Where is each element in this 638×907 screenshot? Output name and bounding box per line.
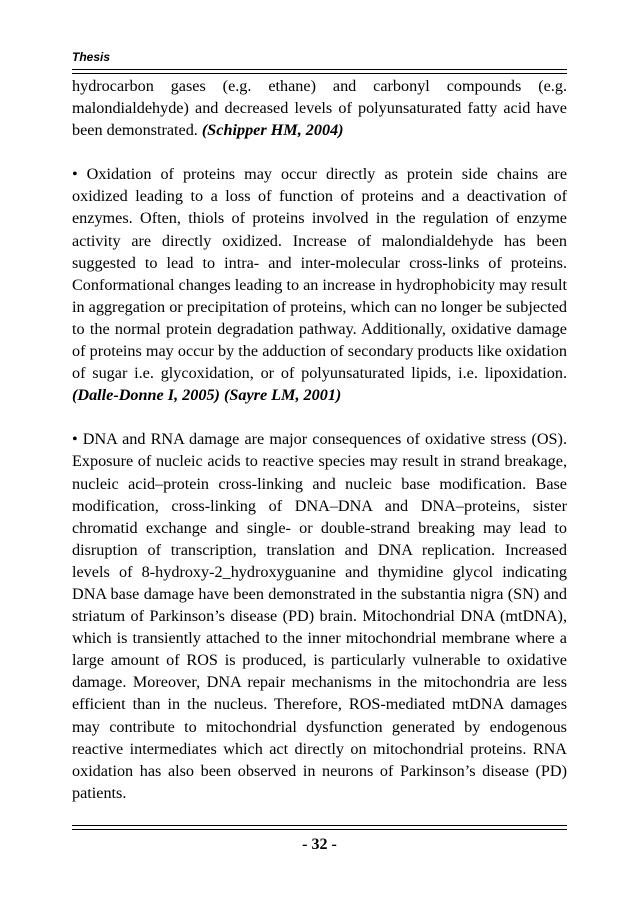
page-number: - 32 - [302,836,337,853]
page-body [72,75,567,804]
paragraph-spacer [72,406,567,428]
header-rule-upper [72,69,567,70]
footer-rule-upper [72,825,567,826]
footer-rule-lower [72,829,567,830]
paragraph-text: hydrocarbon gases (e.g. ethane) and carbonyl compounds (e.g. malondialdehyde) and decreased levels of polyunsaturated fatty acid have been demonstrated. [72,77,567,140]
citation: (Dalle-Donne I, 2005) (Sayre LM, 2001) [72,386,342,405]
paragraph-spacer [72,141,567,163]
header-rule-lower [72,73,567,74]
running-header: Thesis [72,50,111,64]
paragraph-lipid-peroxidation [72,75,567,141]
paragraph-text: • DNA and RNA damage are major consequences of oxidative stress (OS). Exposure of nucleic acids to reactive species may result in strand breakage, nucleic acid–protein cross-linking and nucleic base modification. Base modification, cross-linking of DNA–DNA and DNA–proteins, sister chromatid exchange and single- or double-strand breaking may lead to disruption of transcription, translation and DNA replication. Increased levels of 8-hydroxy-2_hydroxyguanine and thymidine glycol indicating DNA base damage have been demonstrated in the substantia nigra (SN) and striatum of Parkinson’s disease (PD) brain. Mitochondrial DNA (mtDNA), which is transiently attached to the inner mitochondrial membrane where a large amount of ROS is produced, is particularly vulnerable to oxidative damage. Moreover, DNA repair mechanisms in the mitochondria are less efficient than in the nucleus. Therefore, ROS-mediated mtDNA damages may contribute to mitochondrial dysfunction generated by endogenous reactive intermediates which act directly on mitochondrial proteins. RNA oxidation has also been observed in neurons of Parkinson’s disease (PD) patients. [72,430,567,802]
paragraph-dna-rna-damage [72,428,567,804]
paragraph-text: • Oxidation of proteins may occur directly as protein side chains are oxidized leading to a loss of function of proteins and a deactivation of enzymes. Often, thiols of proteins involved in the regulation of enzyme activity are directly oxidized. Increase of malondialdehyde has been suggested to lead to intra- and inter-molecular cross-links of proteins. Conformational changes leading to an increase in hydrophobicity may result in aggregation or precipitation of proteins, which can no longer be subjected to the normal protein degradation pathway. Additionally, oxidative damage of proteins may occur by the adduction of secondary products like oxidation of sugar i.e. glycoxidation, or of polyunsaturated lipids, i.e. lipoxidation. [72,165,567,383]
citation: (Schipper HM, 2004) [201,121,344,140]
paragraph-protein-oxidation [72,163,567,406]
